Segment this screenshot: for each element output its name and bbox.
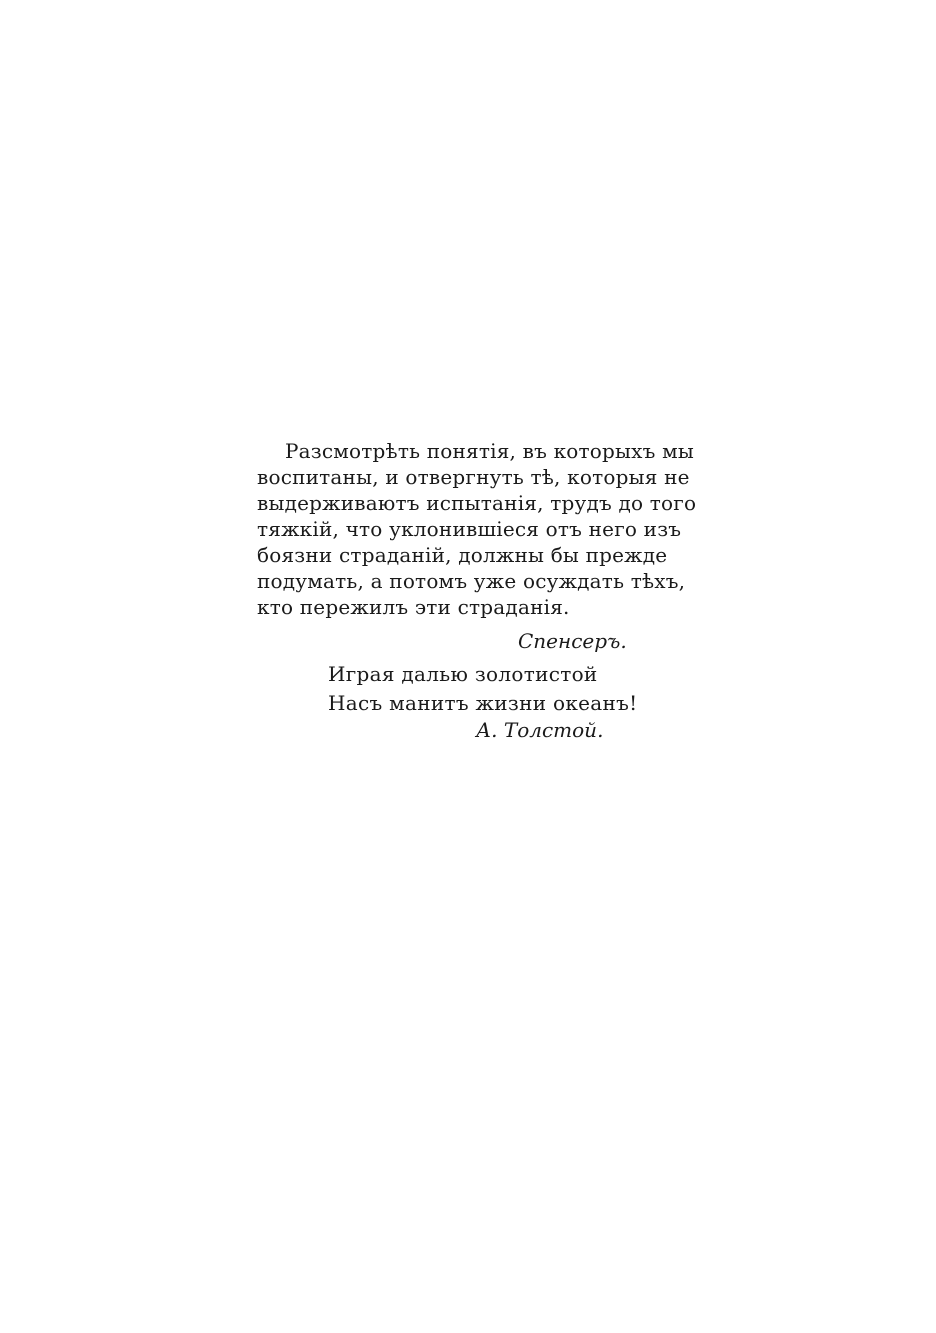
epigraph-line: тяжкій, что уклонившіеся отъ него изъ xyxy=(257,517,682,541)
verse-epigraph xyxy=(328,660,637,718)
epigraph-line: выдерживаютъ испытанія, трудъ до того xyxy=(257,491,697,515)
epigraph-line: Разсмотрѣть понятія, въ которыхъ мы xyxy=(285,439,694,463)
verse-line: Насъ манитъ жизни океанъ! xyxy=(328,691,638,715)
epigraph-line: воспитаны, и отвергнуть тѣ, которыя не xyxy=(257,465,690,489)
epigraph-attribution: Спенсеръ. xyxy=(518,629,627,653)
verse-attribution: А. Толстой. xyxy=(476,718,604,742)
epigraph-prose xyxy=(257,438,697,620)
epigraph-line: подумать, а потомъ уже осуждать тѣхъ, xyxy=(257,569,686,593)
epigraph-line: боязни страданій, должны бы прежде xyxy=(257,543,668,567)
epigraph-line: кто пережилъ эти страданія. xyxy=(257,595,570,619)
verse-line: Играя далью золотистой xyxy=(328,662,598,686)
